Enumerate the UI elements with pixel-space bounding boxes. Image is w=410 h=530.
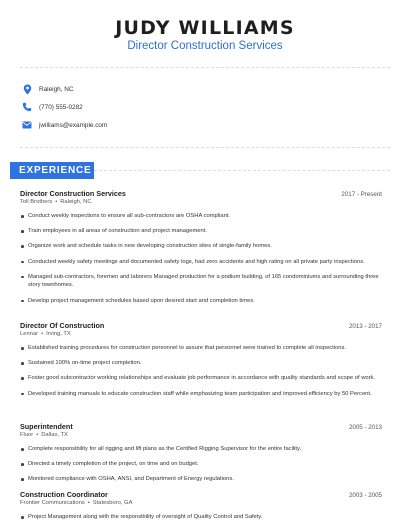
bullet-item: Complete responsibility for all rigging and lift plans as the Certified Rigging Supervisor for the entire facility.	[20, 445, 382, 454]
job-location: Irving, TX	[46, 331, 71, 337]
job-entry	[20, 490, 382, 528]
separator-dot: •	[36, 432, 39, 438]
bullet-item: Developed training manuals to educate construction staff while emphasizing team participation and improved efficiency by 50 Percent.	[20, 390, 382, 399]
job-dates: 2013 - 2017	[348, 323, 382, 330]
phone-icon	[20, 100, 34, 114]
bullet-item: Develop project management schedules based upon desired start and completion times.	[20, 297, 382, 306]
job-entry	[20, 422, 382, 491]
job-location: Raleigh, NC	[60, 199, 92, 205]
job-dates: 2003 - 2005	[348, 492, 382, 499]
bullet-item: Managed sub-contractors, foremen and laborers Managed production for a podium building, of 165 condominiums and surrounding three story townhomes.	[20, 273, 382, 290]
bullet-item: Conducted weekly safety meetings and documented safety logs, had zero accidents and high rating on all private party inspections.	[20, 258, 382, 267]
candidate-name: JUDY WILLIAMS	[115, 17, 295, 39]
job-company: Toll Brothers	[20, 199, 53, 205]
location-pin-icon	[20, 82, 34, 96]
separator-dot: •	[41, 331, 44, 337]
bullet-item: Foster good subcontractor working relationships and evaluate job performance in accordance with quality standards and scope of work.	[20, 374, 382, 383]
candidate-role: Director Construction Services	[127, 40, 283, 52]
job-company: Fluor	[20, 432, 34, 438]
job-company: Lennar	[20, 331, 39, 337]
job-title: Construction Coordinator	[20, 490, 108, 499]
divider	[20, 67, 390, 68]
contact-email[interactable]	[20, 118, 107, 132]
bullet-item: Conduct weekly inspections to ensure all sub-contractors are OSHA compliant.	[20, 212, 382, 221]
job-dates: 2005 - 2013	[348, 424, 382, 431]
contact-phone	[20, 100, 83, 114]
bullet-item: Organize work and schedule tasks in new developing construction sites of single-family homes.	[20, 242, 382, 251]
bullet-item: Established training procedures for construction personnel to assure that personnel were trained to complete all inspections.	[20, 344, 382, 353]
location-text: Raleigh, NC	[39, 85, 74, 93]
job-location: Dallas, TX	[41, 432, 68, 438]
separator-dot: •	[87, 500, 90, 506]
job-dates: 2017 - Present	[341, 191, 382, 198]
email-text[interactable]: jwilliams@example.com	[39, 121, 108, 129]
contact-location	[20, 82, 73, 96]
job-bullets	[20, 344, 382, 398]
bullet-item: Train employees in all areas of construction and project management.	[20, 227, 382, 236]
separator-dot: •	[55, 199, 58, 205]
bullet-item: Monitored compliance with OSHA, ANSI, and Department of Energy regulations.	[20, 475, 382, 484]
job-entry	[20, 321, 382, 405]
job-bullets	[20, 513, 382, 522]
job-location: Statesboro, GA	[92, 500, 133, 506]
experience-section-heading: EXPERIENCE	[10, 162, 94, 179]
bullet-item: Sustained 100% on-time project completion.	[20, 359, 382, 368]
job-title: Director Of Construction	[20, 321, 105, 330]
bullet-item: Directed a timely completion of the project, on time and on budget.	[20, 460, 382, 469]
job-title: Director Construction Services	[20, 189, 126, 198]
job-bullets	[20, 212, 382, 305]
section-rule	[94, 170, 390, 171]
email-icon	[20, 118, 34, 132]
job-company: Frontier Communications	[20, 500, 85, 506]
divider	[20, 147, 390, 148]
job-bullets	[20, 445, 382, 484]
job-title: Superintendent	[20, 422, 73, 431]
phone-text: (770) 555-0282	[39, 103, 83, 111]
bullet-item: Project Management along with the responsibility of oversight of Quality Control and Safety.	[20, 513, 382, 522]
job-entry	[20, 189, 382, 312]
